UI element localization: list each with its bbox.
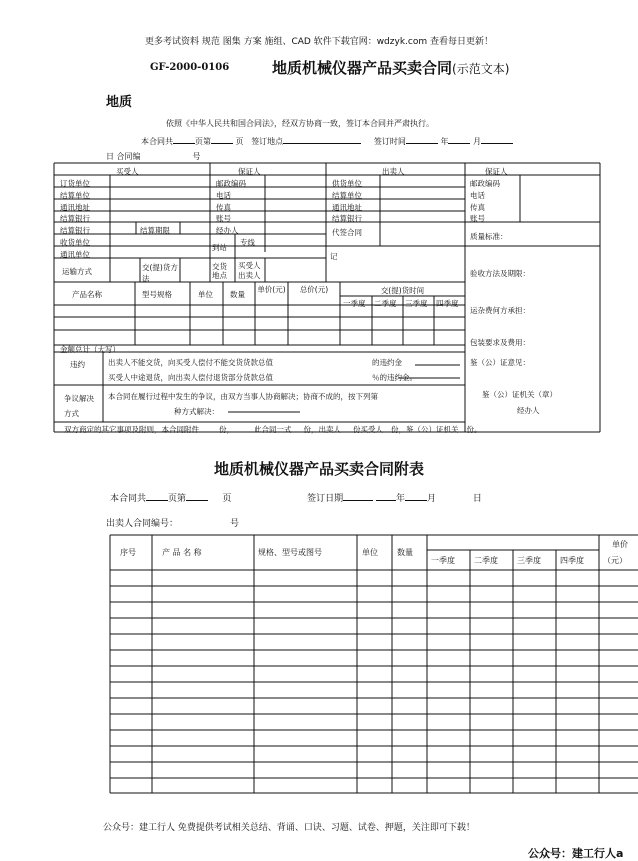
- appendix-col-price: 单价: [612, 540, 628, 549]
- record-label: 记: [330, 252, 338, 261]
- watermark-text: 公众号：建工行人a: [528, 847, 624, 860]
- dispute-text: 本合同在履行过程中发生的争议，由双方当事人协商解决；协商不成的，按下列第: [108, 392, 378, 401]
- packaging-req: 包装要求及费用：: [470, 338, 530, 347]
- appendix-col-name: 产 品 名 称: [162, 548, 202, 557]
- field-receiving-unit: 收货单位: [60, 238, 90, 247]
- appendix-line-1: 本合同共 页第 页 签订日期 年 月 日: [110, 491, 482, 504]
- field-supplier: 供货单位: [332, 179, 362, 188]
- quality-standard: 质量标准：: [470, 232, 508, 241]
- buyer-label: 买受人: [116, 167, 139, 176]
- field-settle-period: 结算期限: [140, 226, 170, 235]
- notary-seal: 鉴（公）证机关（章）: [482, 390, 557, 399]
- field-fax: 传真: [216, 203, 231, 212]
- field-account: 账号: [216, 214, 231, 223]
- appendix-col-q3: 三季度: [517, 556, 541, 565]
- col-total-price: 总价(元): [299, 285, 329, 294]
- appendix-col-no: 序号: [120, 548, 136, 557]
- delivery-place: 交货地点: [212, 262, 227, 280]
- notary-opinion: 鉴（公）证意见：: [470, 358, 530, 367]
- field-seller-settle: 结算单位: [332, 191, 362, 200]
- page-title: 地质机械仪器产品买卖合同(示范文本): [272, 59, 510, 77]
- col-unit-price: 单价(元): [257, 285, 286, 294]
- field-settle-unit: 结算单位: [60, 191, 90, 200]
- appendix-title: 地质机械仪器产品买卖合同附表: [213, 460, 424, 478]
- col-q2: 二季度: [374, 299, 397, 308]
- col-q3: 三季度: [405, 299, 428, 308]
- col-q4: 四季度: [436, 299, 459, 308]
- guarantor-label-2: 保证人: [485, 167, 508, 176]
- appendix-col-q1: 一季度: [431, 556, 455, 565]
- breach-penalty-1: 的违约金: [372, 358, 402, 367]
- intro-text: 依照《中华人民共和国合同法》，经双方协商一致，签订本合同并严肃执行。: [166, 119, 434, 128]
- buyer-2: 买受人: [238, 261, 261, 270]
- col-delivery-time: 交(提)货时间: [380, 286, 425, 295]
- field-handler: 经办人: [216, 226, 239, 235]
- field-phone: 电话: [216, 191, 231, 200]
- acceptance-method: 验收方法及期限：: [470, 269, 530, 278]
- freight-bearer: 运杂费何方承担：: [470, 306, 530, 315]
- guarantor-label: 保证人: [238, 167, 261, 176]
- breach-row-1: 出卖人不能交货，向买受人偿付不能交货货款总值: [108, 358, 273, 367]
- field-special-line: 专线: [240, 238, 255, 247]
- notary-handler: 经办人: [517, 406, 540, 415]
- field-address: 通讯地址: [60, 203, 90, 212]
- field-postal: 邮政编码: [216, 179, 246, 188]
- field-seller-address: 通讯地址: [332, 203, 362, 212]
- doc-code: GF-2000-0106: [150, 62, 230, 73]
- appendix-col-qty: 数量: [397, 548, 413, 557]
- field-bank-2: 结算银行: [60, 226, 90, 235]
- seller-label: 出卖人: [382, 167, 405, 176]
- breach-label: 违约: [70, 360, 85, 369]
- breach-penalty-2: ％的违约金。: [372, 373, 417, 382]
- total-amount: 金额总计（大写）: [60, 345, 120, 354]
- appendix-col-price-unit: （元）: [603, 556, 627, 565]
- field-g-fax: 传真: [470, 203, 485, 212]
- delivery-method: 交(提)货方法: [142, 263, 178, 283]
- dispute-text-2: 种方式解决：: [174, 407, 219, 416]
- brand-label: 地质: [106, 95, 133, 110]
- field-bank: 结算银行: [60, 214, 90, 223]
- appendix-col-spec: 规格、型号或图号: [258, 548, 322, 557]
- contract-no-line: 日 合同编 号: [106, 152, 201, 161]
- col-product-name: 产品名称: [72, 290, 102, 299]
- col-unit: 单位: [198, 290, 213, 299]
- seller-2: 出卖人: [238, 271, 261, 280]
- field-arrival: 到站: [212, 243, 227, 252]
- col-model: 型号规格: [142, 290, 172, 299]
- appendix-col-q4: 四季度: [560, 556, 584, 565]
- col-qty: 数量: [230, 290, 245, 299]
- appendix-line-2: 出卖人合同编号： 号: [106, 519, 240, 529]
- title-suffix: (示范文本): [452, 62, 510, 76]
- meta-line: 本合同共 页第 页 签订地点 签订时间 年 月: [141, 134, 513, 147]
- bottom-note: 双方商定的其它事项及附则，本合同附件 份， 此合同一式 份，出卖人 份买受人 份，鉴（公）证机关 份。: [64, 425, 482, 434]
- header-notice: 更多考试资料 规范 图集 方案 施组、CAD 软件下载官网：wdzyk.com 查看每日更新！: [145, 37, 493, 47]
- breach-row-2: 买受人中途退货，向出卖人偿付退货部分货款总值: [108, 373, 273, 382]
- col-q1: 一季度: [343, 299, 366, 308]
- field-g-phone: 电话: [470, 191, 485, 200]
- dispute-label: 争议解决方式: [64, 394, 94, 418]
- field-comm-unit: 通讯单位: [60, 250, 90, 259]
- field-agent: 代签合同: [332, 228, 362, 237]
- footer-note: 公众号：建工行人 免费提供考试相关总结、背诵、口诀、习题、试卷、押题，关注即可下载！: [103, 823, 475, 833]
- appendix-col-q2: 二季度: [474, 556, 498, 565]
- transport-method: 运输方式: [62, 267, 92, 276]
- field-g-postal: 邮政编码: [470, 179, 500, 188]
- field-seller-bank: 结算银行: [332, 214, 362, 223]
- appendix-col-unit: 单位: [362, 548, 378, 557]
- field-g-account: 账号: [470, 214, 485, 223]
- field-order-unit: 订货单位: [60, 179, 90, 188]
